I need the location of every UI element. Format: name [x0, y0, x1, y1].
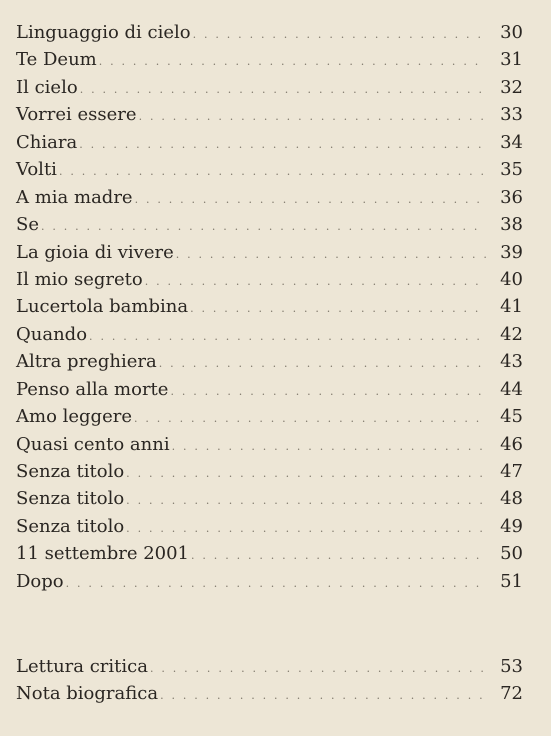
toc-entry [16, 19, 523, 46]
toc-entry-title: Amo leggere [16, 406, 132, 428]
dot-leader [150, 655, 486, 682]
toc-entry-title: A mia madre [16, 186, 133, 208]
dot-leader [59, 158, 486, 185]
dot-leader [193, 21, 486, 48]
toc-entry [16, 653, 523, 680]
toc-entry [16, 403, 523, 430]
dot-leader [190, 295, 486, 322]
toc-entry-page: 32 [500, 76, 523, 98]
toc-entry-title: La gioia di vivere [16, 241, 174, 263]
table-of-contents-appendix [16, 653, 523, 708]
toc-entry-page: 53 [500, 656, 523, 677]
toc-entry-title: Il cielo [16, 76, 78, 98]
toc-entry-page: 50 [500, 543, 523, 565]
toc-entry-title: Dopo [16, 570, 64, 592]
toc-entry-page: 47 [500, 461, 523, 482]
dot-leader [126, 460, 486, 487]
toc-entry [16, 239, 523, 266]
toc-entry [16, 101, 523, 128]
table-of-contents [16, 19, 523, 595]
toc-entry-page: 38 [500, 214, 523, 236]
toc-entry-page: 35 [500, 159, 523, 181]
toc-entry-page: 44 [500, 378, 523, 400]
dot-leader [135, 186, 487, 213]
toc-entry-page: 72 [500, 683, 523, 705]
toc-entry [16, 348, 523, 375]
dot-leader [126, 487, 486, 514]
toc-entry-title: Senza titolo [16, 461, 125, 482]
toc-entry [16, 458, 523, 485]
toc-entry [16, 485, 523, 512]
toc-entry-title: Chiara [16, 131, 78, 153]
toc-entry [16, 184, 523, 211]
toc-entry-page: 41 [500, 296, 523, 318]
dot-leader [80, 76, 486, 103]
toc-entry-page: 51 [500, 570, 523, 592]
toc-entry [16, 376, 523, 403]
toc-entry-page: 46 [500, 433, 523, 455]
toc-entry [16, 46, 523, 73]
toc-entry-page: 36 [500, 186, 523, 208]
toc-entry [16, 540, 523, 567]
toc-entry-title: 11 settembre 2001 [16, 543, 190, 565]
toc-entry [16, 129, 523, 156]
toc-entry-page: 34 [500, 131, 523, 153]
dot-leader [99, 48, 486, 75]
toc-entry-title: Quando [16, 323, 88, 345]
toc-entry [16, 513, 523, 540]
toc-entry-page: 42 [500, 323, 523, 345]
toc-entry-title: Linguaggio di cielo [16, 22, 191, 43]
dot-leader [41, 213, 486, 240]
toc-entry [16, 293, 523, 320]
toc-entry [16, 74, 523, 101]
toc-entry-page: 49 [500, 515, 523, 537]
dot-leader [79, 131, 486, 158]
dot-leader [89, 323, 486, 350]
toc-entry-page: 33 [500, 104, 523, 126]
dot-leader [172, 433, 487, 460]
toc-entry-title: Penso alla morte [16, 378, 169, 400]
toc-entry-title: Senza titolo [16, 488, 125, 510]
toc-entry-title: Quasi cento anni [16, 433, 170, 455]
toc-entry-page: 40 [500, 268, 523, 290]
toc-entry-title: Volti [16, 159, 57, 181]
dot-leader [66, 570, 486, 597]
dot-leader [160, 682, 486, 709]
toc-entry [16, 266, 523, 293]
toc-entry-page: 31 [500, 49, 523, 71]
dot-leader [134, 405, 486, 432]
toc-entry [16, 680, 523, 707]
toc-entry-title: Nota biografica [16, 683, 159, 705]
toc-entry [16, 321, 523, 348]
dot-leader [191, 542, 486, 569]
toc-entry-title: Il mio segreto [16, 268, 143, 290]
toc-entry-page: 39 [500, 241, 523, 263]
toc-entry-title: Altra preghiera [16, 351, 157, 373]
dot-leader [159, 350, 486, 377]
dot-leader [170, 378, 486, 405]
toc-entry [16, 568, 523, 595]
toc-entry-page: 30 [500, 22, 523, 43]
toc-entry [16, 211, 523, 238]
dot-leader [126, 515, 486, 542]
toc-entry-page: 43 [500, 351, 523, 373]
toc-entry [16, 431, 523, 458]
dot-leader [176, 241, 486, 268]
toc-entry-title: Vorrei essere [16, 104, 137, 126]
toc-entry-page: 48 [500, 488, 523, 510]
toc-entry-title: Lucertola bambina [16, 296, 189, 318]
toc-entry-title: Senza titolo [16, 515, 125, 537]
toc-entry-page: 45 [500, 406, 523, 428]
toc-entry-title: Lettura critica [16, 656, 148, 677]
toc-entry-title: Te Deum [16, 49, 97, 71]
dot-leader [145, 268, 486, 295]
toc-entry-title: Se [16, 214, 39, 236]
dot-leader [139, 103, 487, 130]
toc-entry [16, 156, 523, 183]
